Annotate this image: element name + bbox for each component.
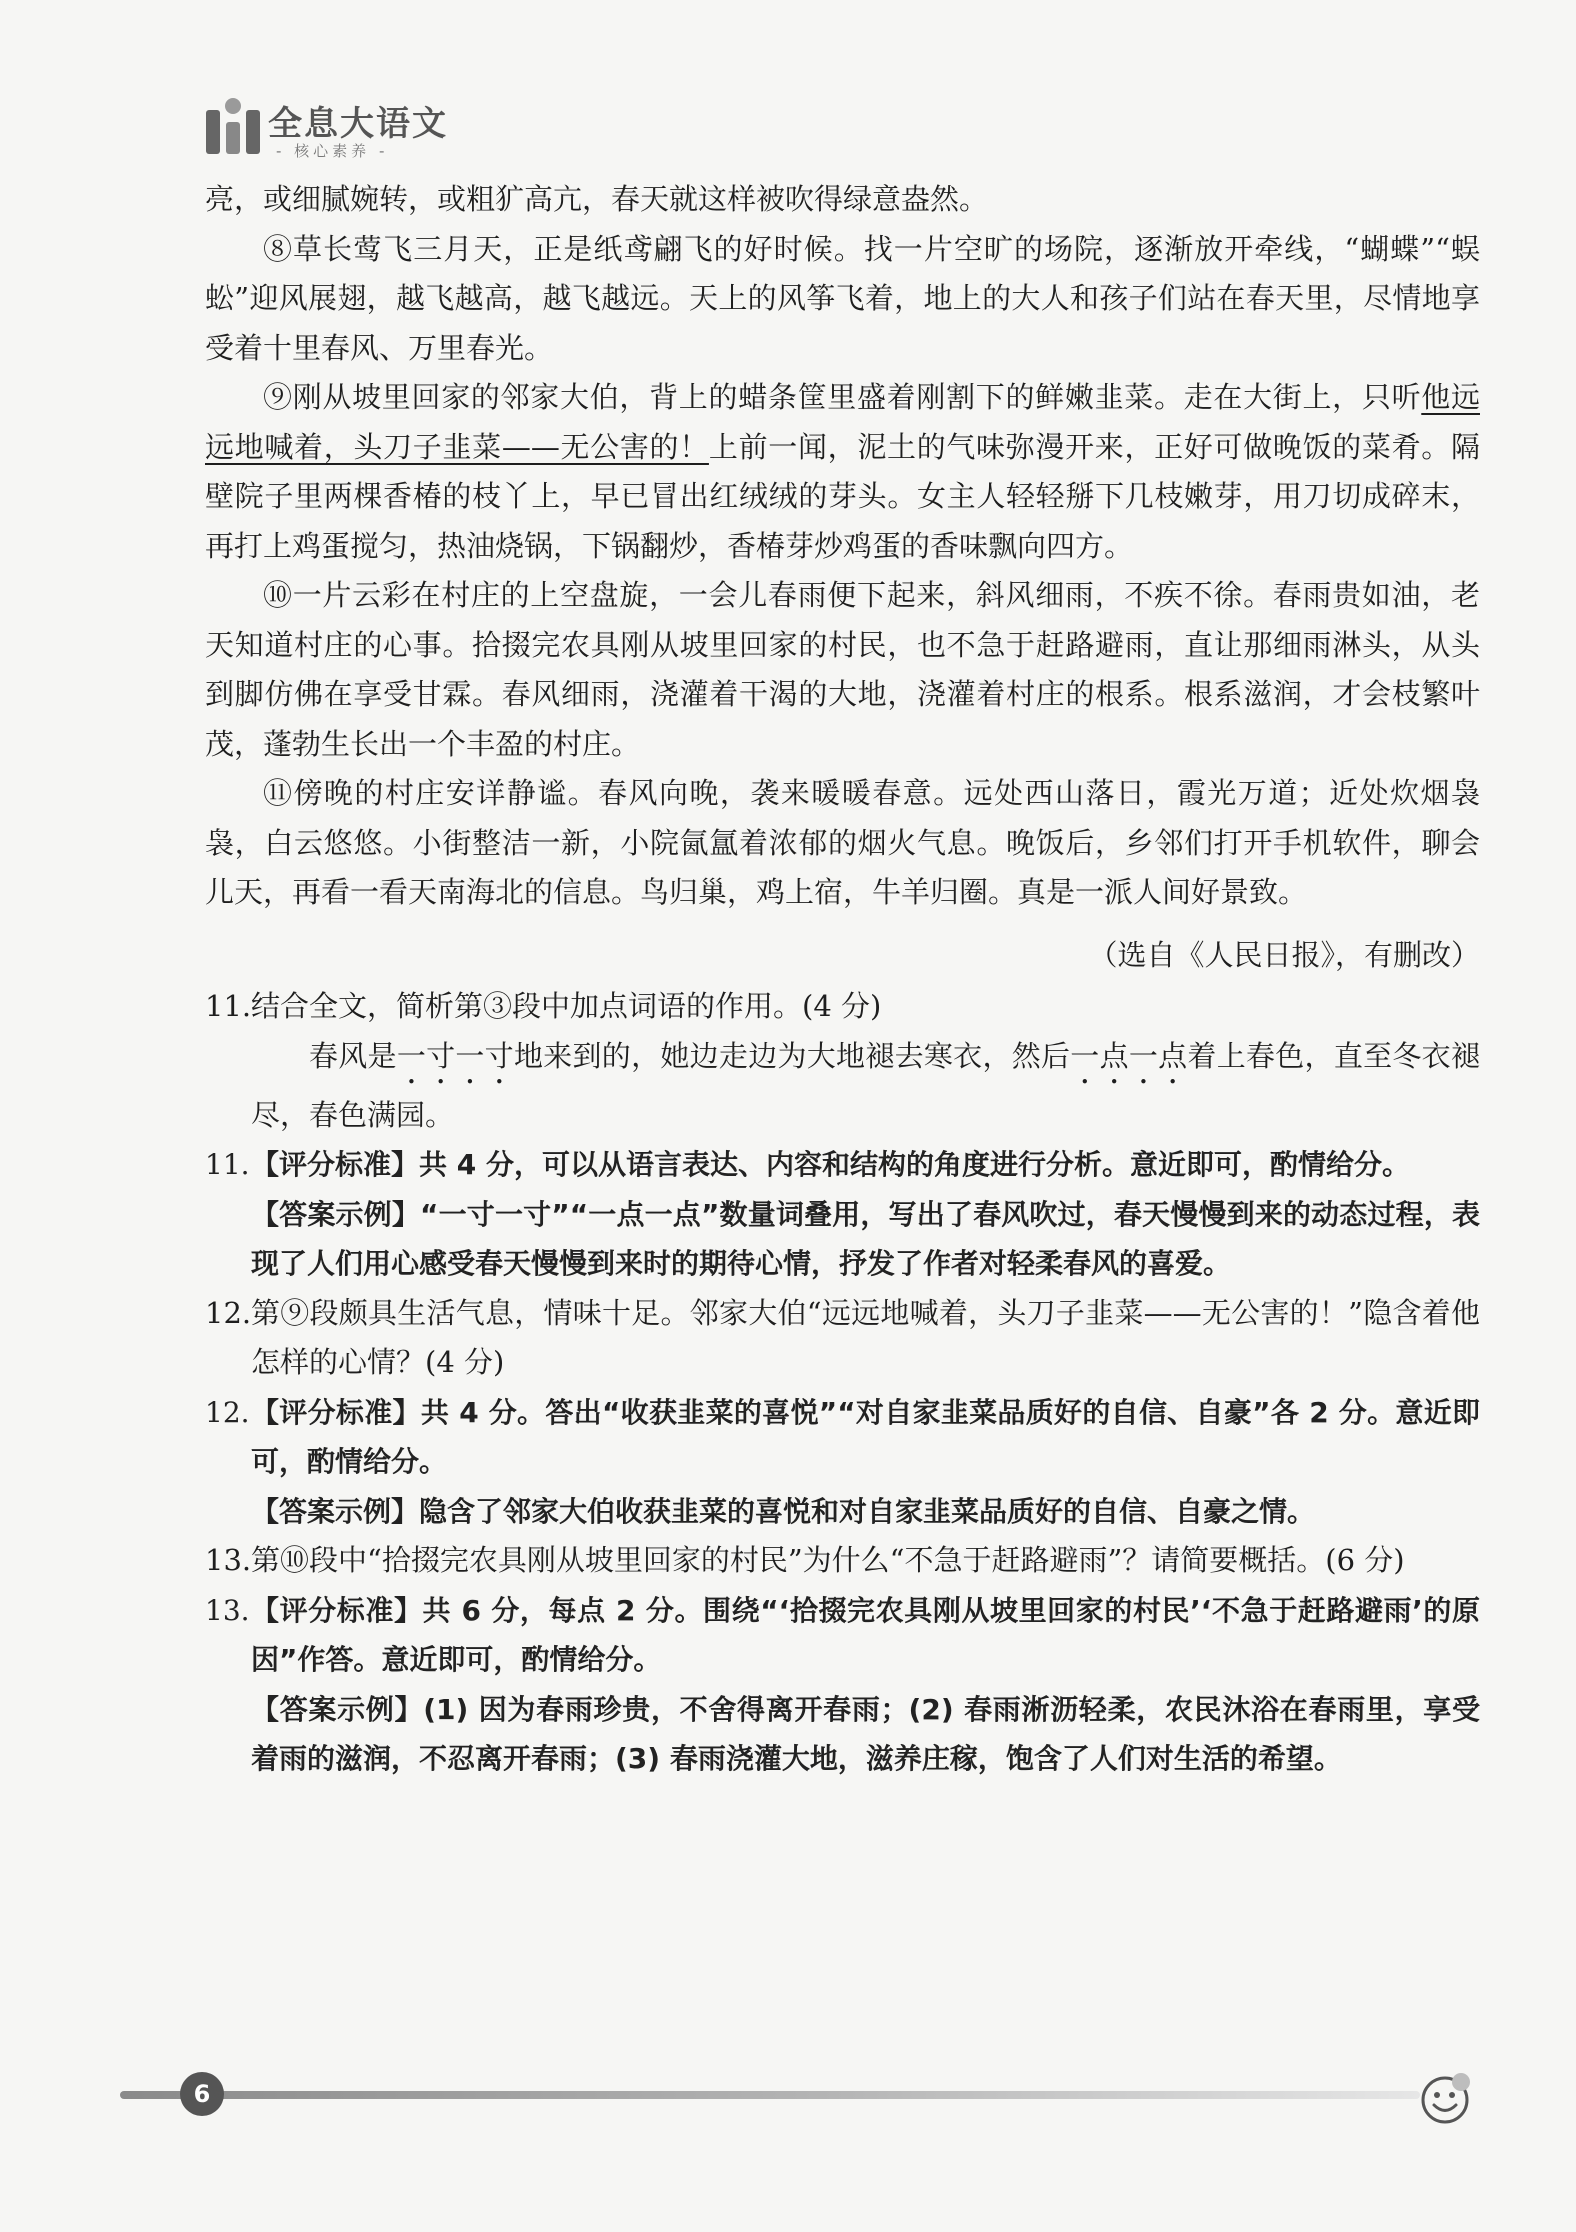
question-13	[205, 1536, 1480, 1586]
answer-text: 【评分标准】共 4 分。答出“收获韭菜的喜悦”“对自家韭菜品质好的自信、自豪”各 2 分。意近即可，酌情给分。	[251, 1395, 1480, 1478]
answer-text: 【评分标准】共 6 分，每点 2 分。围绕“‘拾掇完农具刚从坡里回家的村民’‘不急于赶路避雨’的原因”作答。意近即可，酌情给分。	[251, 1593, 1480, 1676]
question-text: 结合全文，简析第③段中加点词语的作用。(4 分)	[251, 989, 882, 1023]
dotted-word-1: 一寸一寸	[396, 1038, 514, 1073]
passage-paragraph-9	[205, 373, 1480, 571]
answer-number: 13.	[205, 1593, 250, 1627]
passage-source: （选自《人民日报》，有删改）	[1088, 937, 1480, 972]
p9-underlined-quote: 他远远地喊着，头刀子韭菜——无公害的！	[205, 380, 1480, 464]
footer-rule	[120, 2091, 1420, 2099]
p9-text-b: 上前一闻，泥土的气味弥漫开来，正好可做晚饭的菜肴。隔壁院子里两棵香椿的枝丫上，早已冒出红绒绒的芽头。女主人轻轻掰下几枝嫩芽，用刀切成碎末，再打上鸡蛋搅匀，热油烧锅，下锅翻炒，香椿芽炒鸡蛋的香味飘向四方。	[205, 429, 1480, 563]
answer-12-example: 【答案示例】隐含了邻家大伯收获韭菜的喜悦和对自家韭菜品质好的自信、自豪之情。	[251, 1494, 1316, 1528]
question-number: 12.	[205, 1295, 252, 1330]
answer-text: 【评分标准】共 4 分，可以从语言表达、内容和结构的角度进行分析。意近即可，酌情给分。	[251, 1148, 1410, 1181]
quote-text: 着上春色，直至冬衣褪尽，春色满园。	[251, 1038, 1480, 1132]
answer-11-standard	[205, 1140, 1480, 1190]
smiley-icon	[1415, 2068, 1475, 2128]
answer-11-example: 【答案示例】“一寸一寸”“一点一点”数量词叠用，写出了春风吹过，春天慢慢到来的动态过程，表现了人们用心感受春天慢慢到来时的期待心情，抒发了作者对轻柔春风的喜爱。	[251, 1197, 1480, 1280]
answer-number: 12.	[205, 1395, 250, 1429]
question-12	[205, 1289, 1480, 1388]
p9-text-a: ⑨刚从坡里回家的邻家大伯，背上的蜡条筐里盛着刚割下的鲜嫩韭菜。走在大街上，只听	[263, 380, 1422, 414]
passage-paragraph-11: ⑪傍晚的村庄安详静谧。春风向晚，袭来暖暖春意。远处西山落日，霞光万道；近处炊烟袅袅，白云悠悠。小街整洁一新，小院氤氲着浓郁的烟火气息。晚饭后，乡邻们打开手机软件，聊会儿天，再看一看天南海北的信息。鸟归巢，鸡上宿，牛羊归圈。真是一派人间好景致。	[205, 776, 1480, 909]
answer-12-standard	[205, 1388, 1480, 1487]
page-number: 6	[180, 2072, 224, 2116]
question-text: 第⑨段颇具生活气息，情味十足。邻家大伯“远远地喊着，头刀子韭菜——无公害的！”隐含着他怎样的心情？(4 分)	[251, 1295, 1480, 1379]
passage-paragraph-10: ⑩一片云彩在村庄的上空盘旋，一会儿春雨便下起来，斜风细雨，不疾不徐。春雨贵如油，老天知道村庄的心事。拾掇完农具刚从坡里回家的村民，也不急于赶路避雨，直让那细雨淋头，从头到脚仿佛在享受甘霖。春风细雨，浇灌着干渴的大地，浇灌着村庄的根系。根系滋润，才会枝繁叶茂，蓬勃生长出一个丰盈的村庄。	[205, 578, 1480, 761]
book-header	[204, 92, 524, 162]
answer-13-example: 【答案示例】(1) 因为春雨珍贵，不舍得离开春雨；(2) 春雨淅沥轻柔，农民沐浴在春雨里，享受着雨的滋润，不忍离开春雨；(3) 春雨浇灌大地，滋养庄稼，饱含了人们对生活的希望。	[251, 1692, 1480, 1775]
question-text: 第⑩段中“拾掇完农具刚从坡里回家的村民”为什么“不急于赶路避雨”？请简要概括。(6 分)	[251, 1543, 1405, 1577]
dotted-word-2: 一点一点	[1070, 1038, 1188, 1073]
logo-subtitle: - 核心素养 -	[276, 142, 389, 160]
quote-text: 春风是	[309, 1038, 397, 1073]
question-11-quote	[251, 1032, 1480, 1141]
passage-paragraph-7-tail: 亮，或细腻婉转，或粗犷高亢，春天就这样被吹得绿意盎然。	[205, 182, 989, 216]
quote-text: 地来到的，她边走边为大地褪去寒衣，然后	[513, 1038, 1071, 1073]
question-number: 13.	[205, 1543, 252, 1577]
logo-icon	[204, 96, 262, 158]
question-11	[205, 982, 1480, 1032]
answer-number: 11.	[205, 1148, 250, 1181]
page-content	[205, 175, 1480, 1784]
logo-title: 全息大语文	[268, 104, 448, 144]
question-number: 11.	[205, 989, 252, 1023]
page-footer	[120, 2050, 1480, 2140]
passage-paragraph-8: ⑧草长莺飞三月天，正是纸鸢翩飞的好时候。找一片空旷的场院，逐渐放开牵线，“蝴蝶”“蜈蚣”迎风展翅，越飞越高，越飞越远。天上的风筝飞着，地上的大人和孩子们站在春天里，尽情地享受着十里春风、万里春光。	[205, 231, 1480, 365]
answer-13-standard	[205, 1586, 1480, 1685]
